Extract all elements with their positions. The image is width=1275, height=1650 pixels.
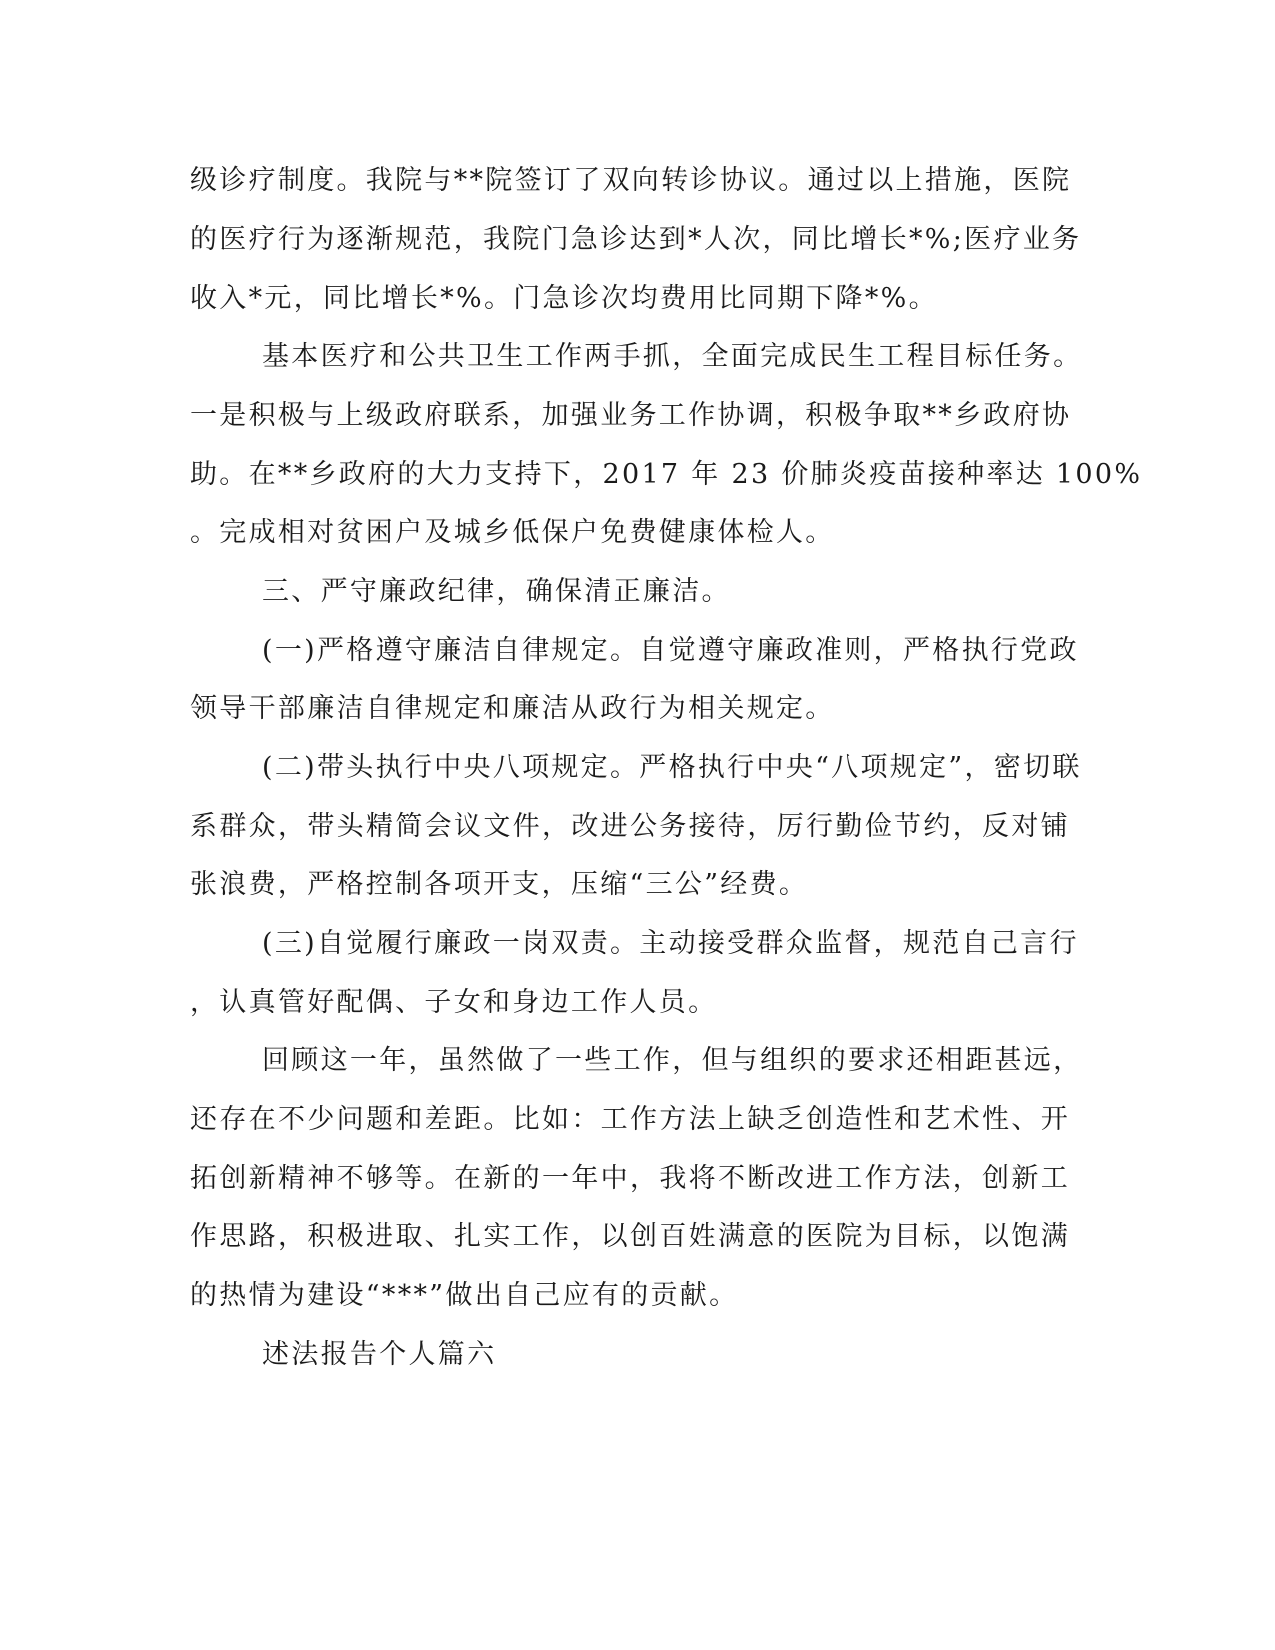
next-section-title: 述法报告个人篇六 xyxy=(262,1339,497,1370)
text-line-9: (一)严格遵守廉洁自律规定。自觉遵守廉政准则，严格执行党政 xyxy=(262,635,1079,666)
text-line-3: 收入*元，同比增长*%。门急诊次均费用比同期下降*%。 xyxy=(190,283,938,314)
text-line-20: 的热情为建设“***”做出自己应有的贡献。 xyxy=(190,1280,739,1311)
text-line-14: (三)自觉履行廉政一岗双责。主动接受群众监督，规范自己言行 xyxy=(262,928,1079,959)
text-line-17: 还存在不少问题和差距。比如：工作方法上缺乏创造性和艺术性、开 xyxy=(190,1104,1070,1135)
section-heading: 三、严守廉政纪律，确保清正廉洁。 xyxy=(262,576,731,607)
text-line-11: (二)带头执行中央八项规定。严格执行中央“八项规定”，密切联 xyxy=(262,752,1082,783)
text-line-10: 领导干部廉洁自律规定和廉洁从政行为相关规定。 xyxy=(190,693,835,724)
text-line-5: 一是积极与上级政府联系，加强业务工作协调，积极争取**乡政府协 xyxy=(190,400,1072,431)
text-line-7: 。完成相对贫困户及城乡低保户免费健康体检人。 xyxy=(190,517,835,548)
text-line-18: 拓创新精神不够等。在新的一年中，我将不断改进工作方法，创新工 xyxy=(190,1163,1070,1194)
text-line-19: 作思路，积极进取、扎实工作，以创百姓满意的医院为目标，以饱满 xyxy=(190,1221,1070,1252)
text-line-4: 基本医疗和公共卫生工作两手抓，全面完成民生工程目标任务。 xyxy=(262,341,1083,372)
text-line-13: 张浪费，严格控制各项开支，压缩“三公”经费。 xyxy=(190,869,809,900)
text-line-2: 的医疗行为逐渐规范，我院门急诊达到*人次，同比增长*%;医疗业务 xyxy=(190,224,1082,255)
text-line-6: 助。在**乡政府的大力支持下，2017 年 23 价肺炎疫苗接种率达 100% xyxy=(190,459,1143,490)
text-line-1: 级诊疗制度。我院与**院签订了双向转诊协议。通过以上措施，医院 xyxy=(190,165,1072,196)
text-line-15: ，认真管好配偶、子女和身边工作人员。 xyxy=(190,987,718,1018)
text-line-12: 系群众，带头精简会议文件，改进公务接待，厉行勤俭节约，反对铺 xyxy=(190,811,1070,842)
text-line-16: 回顾这一年，虽然做了一些工作，但与组织的要求还相距甚远， xyxy=(262,1045,1083,1076)
